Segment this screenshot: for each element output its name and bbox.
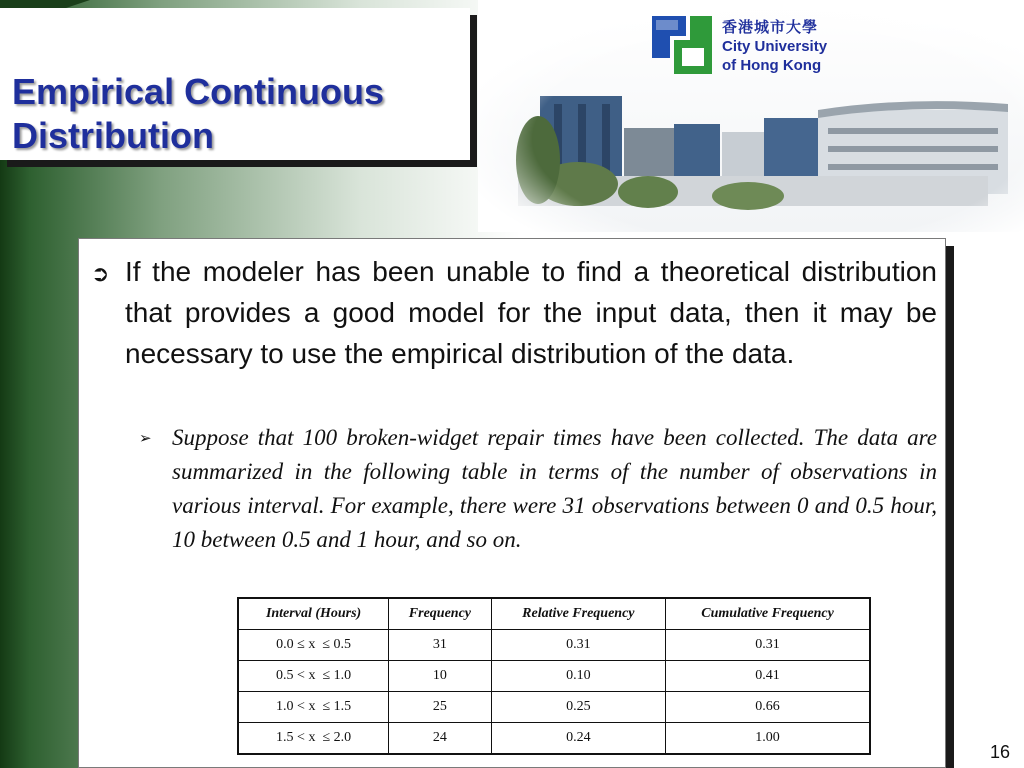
- bullet-sub: Suppose that 100 broken-widget repair times have been collected. The data are summarized in the following table in terms of the number of observations in various interval. For example, there were 31 observations between 0 and 0.5 hour, 10 between 0.5 and 1 hour, and so on.: [172, 425, 937, 552]
- title-box: [0, 8, 470, 160]
- table-row: [238, 630, 870, 661]
- cell-relative-frequency: 0.25: [491, 692, 666, 723]
- logo-name-zh: 香港城市大學: [722, 19, 819, 36]
- page-number: 16: [990, 742, 1011, 762]
- cityu-logo-icon: [648, 10, 716, 80]
- frequency-table: [237, 597, 871, 755]
- cell-frequency: 31: [389, 630, 491, 661]
- header-frequency: Frequency: [389, 598, 491, 630]
- slide-title: [12, 70, 384, 158]
- slide-title-line1: Empirical Continuous: [12, 71, 385, 112]
- header-interval: Interval (Hours): [238, 598, 389, 630]
- cell-interval: 0.5 < x ≤ 1.0: [238, 661, 389, 692]
- logo-name-en-line1: City University: [722, 38, 828, 55]
- arrowhead-icon: ➢: [139, 430, 152, 447]
- table-row: [238, 692, 870, 723]
- content-panel: [78, 238, 946, 768]
- header-relative-frequency: Relative Frequency: [491, 598, 666, 630]
- header-cumulative-frequency: Cumulative Frequency: [666, 598, 870, 630]
- table-header-row: [238, 598, 870, 630]
- cityu-logo-text: [722, 18, 827, 75]
- cell-interval: 1.5 < x ≤ 2.0: [238, 723, 389, 755]
- cell-interval: 1.0 < x ≤ 1.5: [238, 692, 389, 723]
- table-row: [238, 661, 870, 692]
- cell-relative-frequency: 0.10: [491, 661, 666, 692]
- logo-name-en-line2: of Hong Kong: [722, 57, 822, 74]
- cell-frequency: 25: [389, 692, 491, 723]
- cell-cumulative-frequency: 1.00: [666, 723, 870, 755]
- cell-cumulative-frequency: 0.41: [666, 661, 870, 692]
- cell-cumulative-frequency: 0.31: [666, 630, 870, 661]
- curved-arrow-icon: ➲: [91, 261, 110, 286]
- cell-relative-frequency: 0.24: [491, 723, 666, 755]
- cell-frequency: 24: [389, 723, 491, 755]
- table-row: [238, 723, 870, 755]
- cell-relative-frequency: 0.31: [491, 630, 666, 661]
- bullet-main: If the modeler has been unable to find a theoretical distribution that provides a good model for the input data, then it may be necessary to use the empirical distribution of the data.: [125, 256, 937, 369]
- cell-frequency: 10: [389, 661, 491, 692]
- slide-title-line2: Distribution: [12, 115, 214, 156]
- cell-cumulative-frequency: 0.66: [666, 692, 870, 723]
- cell-interval: 0.0 ≤ x ≤ 0.5: [238, 630, 389, 661]
